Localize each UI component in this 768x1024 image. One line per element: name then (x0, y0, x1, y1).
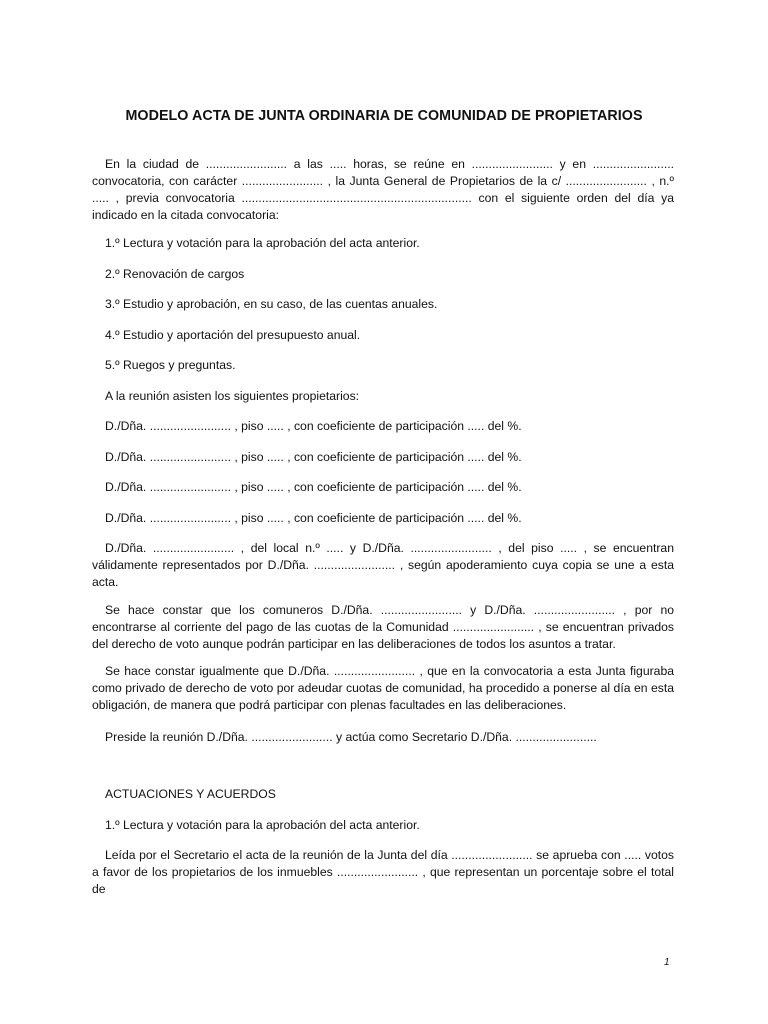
section-heading: ACTUACIONES Y ACUERDOS (105, 787, 276, 801)
intro-paragraph: En la ciudad de ........................ a las ..... horas, se reúne en ........................ y en ........................ convocatoria, con carácter ........................ , la Junta General de Propietarios de la c/ ........................ , n.º ..... , previa convocatoria .................................................................... con el siguiente orden del día ya indicado en la citada convocatoria: (92, 157, 674, 222)
attendee-line: D./Dña. ........................ , piso ..... , con coeficiente de participación ..... del %. (105, 450, 522, 464)
voting-restored-paragraph: Se hace constar igualmente que D./Dña. ........................ , que en la convocatoria a esta Junta figuraba como privado de derecho de voto por adeudar cuotas de comunidad, ha procedido a ponerse al día en esta obligación, de manera que podrá participar con plenas facultades en las deliberaciones. (92, 664, 674, 712)
minutes-item-1: 1.º Lectura y votación para la aprobación del acta anterior. (105, 818, 420, 832)
document-title: MODELO ACTA DE JUNTA ORDINARIA DE COMUNIDAD DE PROPIETARIOS (125, 108, 643, 124)
representation-paragraph: D./Dña. ........................ , del local n.º ..... y D./Dña. ........................ , del piso ..... , se encuentran válidamente representados por D./Dña. ........................ , según apoderamiento cuya copia se une a esta acta. (92, 541, 674, 589)
attendee-line: D./Dña. ........................ , piso ..... , con coeficiente de participación ..... del %. (105, 511, 522, 525)
attendee-line: D./Dña. ........................ , piso ..... , con coeficiente de participación ..... del %. (105, 480, 522, 494)
attendees-intro: A la reunión asisten los siguientes propietarios: (105, 389, 360, 403)
agenda-item-2: 2.º Renovación de cargos (105, 267, 245, 281)
agenda-item-5: 5.º Ruegos y preguntas. (105, 358, 236, 372)
voting-exclusion-paragraph: Se hace constar que los comuneros D./Dña. ........................ y D./Dña. ........................ , por no encontrarse al corriente del pago de las cuotas de la Comunidad ........................ , se encuentran privados del derecho de voto aunque podrán participar en las deliberaciones de todos los asuntos a tratar. (92, 603, 674, 651)
attendee-line: D./Dña. ........................ , piso ..... , con coeficiente de participación ..... del %. (105, 419, 522, 433)
chair-secretary-line: Preside la reunión D./Dña. ........................ y actúa como Secretario D./Dña. ........................ (105, 730, 597, 744)
agenda-item-3: 3.º Estudio y aprobación, en su caso, de las cuentas anuales. (105, 297, 438, 311)
minutes-approval-paragraph: Leída por el Secretario el acta de la reunión de la Junta del día ........................ se aprueba con ..... votos a favor de los propietarios de los inmuebles ........................ , que representan un porcentaje sobre el total de (92, 848, 674, 896)
agenda-item-1: 1.º Lectura y votación para la aprobación del acta anterior. (105, 236, 420, 250)
agenda-item-4: 4.º Estudio y aportación del presupuesto anual. (105, 328, 361, 342)
page-number: 1 (664, 957, 670, 968)
